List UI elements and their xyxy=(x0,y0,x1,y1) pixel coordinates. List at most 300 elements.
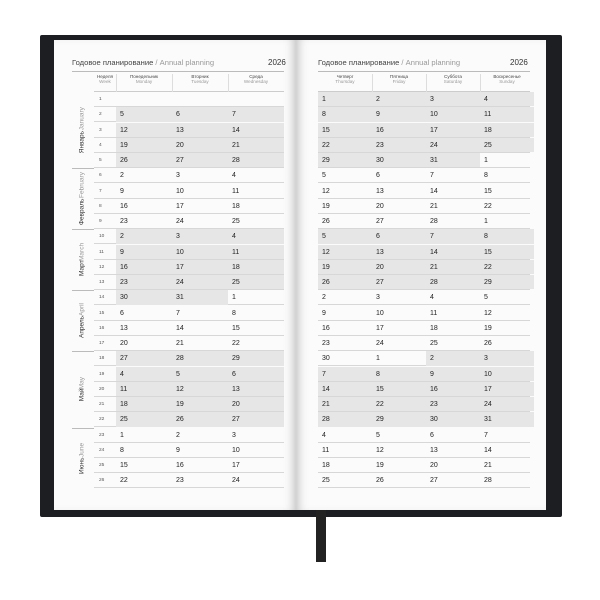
table-row xyxy=(318,443,530,458)
month-en: June xyxy=(78,442,86,457)
week-number: 19 xyxy=(99,371,105,377)
date-cell: 31 xyxy=(484,416,492,424)
date-cell: 8 xyxy=(322,111,326,119)
month-ru: Апрель xyxy=(78,316,86,339)
column-header xyxy=(228,74,284,85)
right-page xyxy=(296,40,546,510)
month-ru: Июнь xyxy=(78,456,86,474)
date-cell: 30 xyxy=(430,416,438,424)
date-cell: 28 xyxy=(430,279,438,286)
date-cell: 2 xyxy=(322,294,326,302)
date-cell: 4 xyxy=(232,233,236,241)
date-cell: 6 xyxy=(120,309,124,317)
date-cell: 17 xyxy=(376,324,384,332)
date-cell: 27 xyxy=(232,416,240,424)
title-rule xyxy=(318,71,530,72)
date-cell: 11 xyxy=(232,248,240,256)
week-number: 16 xyxy=(99,325,105,331)
title-rule xyxy=(72,71,284,72)
date-cell: 11 xyxy=(484,111,492,119)
date-cell: 17 xyxy=(232,462,240,469)
shaded-cell xyxy=(172,107,228,121)
date-cell: 18 xyxy=(322,462,330,469)
date-cell: 22 xyxy=(376,401,384,408)
week-number: 4 xyxy=(99,142,102,148)
date-cell: 7 xyxy=(430,172,434,180)
shaded-cell xyxy=(372,92,426,106)
date-cell: 14 xyxy=(176,324,184,332)
week-number: 18 xyxy=(99,356,105,362)
column-header xyxy=(372,74,426,85)
date-cell: 28 xyxy=(484,477,492,485)
column-header xyxy=(172,74,228,85)
table-row xyxy=(94,92,284,107)
date-cell: 28 xyxy=(430,218,438,225)
date-cell: 24 xyxy=(176,279,184,286)
header-ru: Понедельник xyxy=(129,74,159,79)
page-title xyxy=(318,58,460,70)
page-title xyxy=(72,58,214,70)
date-cell: 26 xyxy=(176,416,184,424)
date-cell: 31 xyxy=(176,294,184,302)
shaded-cell xyxy=(426,229,480,243)
week-number: 5 xyxy=(99,158,102,163)
shaded-cell xyxy=(172,367,228,381)
date-cell: 9 xyxy=(376,111,380,119)
date-cell: 13 xyxy=(120,324,128,332)
column-header xyxy=(426,74,480,85)
date-cell: 19 xyxy=(322,202,330,210)
title-en: Annual planning xyxy=(405,58,461,67)
date-cell: 2 xyxy=(376,96,380,103)
date-cell: 15 xyxy=(232,324,240,332)
month-label xyxy=(72,168,92,229)
date-cell: 30 xyxy=(376,157,384,164)
date-cell: 1 xyxy=(120,431,124,439)
month-en: March xyxy=(78,242,86,261)
header-en: Friday xyxy=(392,79,406,85)
date-cell: 28 xyxy=(322,416,330,424)
week-number: 20 xyxy=(99,386,105,392)
date-cell: 29 xyxy=(484,279,492,286)
date-cell: 15 xyxy=(376,385,384,393)
date-cell: 23 xyxy=(430,401,438,408)
date-cell: 24 xyxy=(484,401,492,408)
column-header xyxy=(116,74,172,85)
date-cell: 1 xyxy=(484,157,488,164)
month-label xyxy=(72,351,92,427)
date-cell: 27 xyxy=(430,477,438,485)
date-cell: 27 xyxy=(120,355,128,363)
date-cell: 28 xyxy=(232,157,240,164)
month-divider xyxy=(72,428,94,429)
date-cell: 15 xyxy=(484,187,492,195)
date-cell: 12 xyxy=(376,446,384,454)
date-cell: 21 xyxy=(430,202,438,210)
week-number: 15 xyxy=(99,310,105,316)
date-cell: 2 xyxy=(120,233,124,241)
date-cell: 14 xyxy=(484,446,492,454)
date-cell: 27 xyxy=(176,157,184,164)
date-cell: 5 xyxy=(322,172,326,180)
week-number: 8 xyxy=(99,203,102,209)
date-cell: 5 xyxy=(120,111,124,119)
week-number: 21 xyxy=(99,402,105,407)
date-cell: 8 xyxy=(376,370,380,378)
date-cell: 10 xyxy=(484,370,492,378)
header-en: Thursday xyxy=(335,79,355,85)
date-cell: 22 xyxy=(232,340,240,347)
header-ru: Четверг xyxy=(336,74,354,79)
date-cell: 17 xyxy=(176,263,184,271)
date-cell: 7 xyxy=(430,233,434,241)
date-cell: 1 xyxy=(484,218,488,225)
date-cell: 1 xyxy=(376,355,380,363)
month-label xyxy=(72,428,92,489)
week-number: 24 xyxy=(99,447,105,453)
date-cell: 24 xyxy=(176,218,184,225)
date-cell: 20 xyxy=(176,141,184,149)
date-cell: 19 xyxy=(322,263,330,271)
date-cell: 22 xyxy=(484,202,492,210)
date-cell: 27 xyxy=(376,218,384,225)
month-ru: Март xyxy=(78,261,86,277)
left-page xyxy=(54,40,296,510)
shaded-cell xyxy=(480,92,534,106)
date-cell: 3 xyxy=(176,172,180,180)
date-cell: 1 xyxy=(322,96,326,103)
date-cell: 5 xyxy=(322,233,326,241)
date-cell: 17 xyxy=(430,126,438,134)
year-label: 2026 xyxy=(510,58,528,67)
date-cell: 15 xyxy=(322,126,330,134)
table-row xyxy=(318,458,530,473)
column-divider xyxy=(172,74,173,92)
date-cell: 25 xyxy=(484,141,492,149)
month-en: April xyxy=(78,303,86,317)
date-cell: 6 xyxy=(376,233,380,241)
shaded-cell xyxy=(426,92,480,106)
week-number: 10 xyxy=(99,234,105,240)
month-label xyxy=(72,229,92,290)
date-cell: 14 xyxy=(232,126,240,134)
date-cell: 14 xyxy=(322,385,330,393)
column-header xyxy=(94,74,116,85)
table-row xyxy=(318,214,530,229)
date-cell: 9 xyxy=(120,248,124,256)
shaded-cell xyxy=(116,229,172,243)
date-cell: 4 xyxy=(430,294,434,302)
date-cell: 11 xyxy=(430,309,438,317)
date-cell: 29 xyxy=(232,355,240,363)
date-cell: 5 xyxy=(484,294,488,302)
date-cell: 26 xyxy=(322,218,330,225)
date-cell: 3 xyxy=(232,431,236,439)
date-cell: 29 xyxy=(322,157,330,164)
date-cell: 22 xyxy=(484,263,492,271)
shaded-cell xyxy=(372,107,426,121)
table-row xyxy=(318,199,530,214)
date-cell: 23 xyxy=(322,340,330,347)
table-row xyxy=(318,321,530,336)
month-ru: Январь xyxy=(78,130,86,153)
month-label xyxy=(72,92,92,168)
week-number: 1 xyxy=(99,97,102,102)
shaded-cell xyxy=(426,351,480,365)
date-cell: 25 xyxy=(232,218,240,225)
header-en: Sunday xyxy=(499,79,515,85)
date-cell: 16 xyxy=(322,324,330,332)
date-cell: 21 xyxy=(176,340,184,347)
date-cell: 3 xyxy=(176,233,180,241)
date-cell: 17 xyxy=(176,202,184,210)
date-cell: 8 xyxy=(120,446,124,454)
date-cell: 19 xyxy=(484,324,492,332)
date-cell: 25 xyxy=(232,279,240,286)
shaded-cell xyxy=(372,229,426,243)
table-row xyxy=(318,306,530,321)
date-cell: 23 xyxy=(376,141,384,149)
month-divider xyxy=(72,290,94,291)
date-cell: 18 xyxy=(430,324,438,332)
week-number: 22 xyxy=(99,417,105,423)
date-cell: 7 xyxy=(484,431,488,439)
date-cell: 23 xyxy=(120,218,128,225)
date-cell: 10 xyxy=(376,309,384,317)
shaded-cell xyxy=(228,367,284,381)
date-cell: 2 xyxy=(430,355,434,363)
date-cell: 16 xyxy=(376,126,384,134)
shaded-cell xyxy=(172,229,228,243)
date-cell: 13 xyxy=(430,446,438,454)
date-cell: 5 xyxy=(376,431,380,439)
date-cell: 14 xyxy=(430,187,438,195)
shaded-cell xyxy=(480,351,534,365)
date-cell: 16 xyxy=(176,462,184,469)
week-number: 26 xyxy=(99,478,105,484)
date-cell: 22 xyxy=(120,477,128,485)
week-number: 12 xyxy=(99,264,105,270)
month-en: January xyxy=(78,107,86,131)
shaded-cell xyxy=(318,229,372,243)
date-cell: 21 xyxy=(322,401,330,408)
date-cell: 10 xyxy=(176,187,184,195)
date-cell: 12 xyxy=(120,126,128,134)
week-number: 25 xyxy=(99,463,105,468)
date-cell: 12 xyxy=(322,248,330,256)
header-ru: Пятница xyxy=(389,74,409,79)
date-cell: 13 xyxy=(176,126,184,134)
date-cell: 10 xyxy=(430,111,438,119)
header-en: Monday xyxy=(135,79,153,85)
shaded-cell xyxy=(318,92,372,106)
title-ru: Годовое планирование xyxy=(72,58,154,67)
date-cell: 26 xyxy=(322,279,330,286)
date-cell: 11 xyxy=(322,446,330,454)
date-cell: 23 xyxy=(176,477,184,485)
month-label xyxy=(72,290,92,351)
column-divider xyxy=(426,74,427,92)
header-ru: Воскресенье xyxy=(493,74,521,79)
week-number: 11 xyxy=(99,249,104,255)
date-cell: 7 xyxy=(176,309,180,317)
date-cell: 30 xyxy=(322,355,330,363)
date-cell: 18 xyxy=(484,126,492,134)
date-cell: 27 xyxy=(376,279,384,286)
table-row xyxy=(318,184,530,199)
header-en: Saturday xyxy=(443,79,463,85)
date-cell: 9 xyxy=(430,370,434,378)
shaded-cell xyxy=(116,367,172,381)
header-en: Wednesday xyxy=(243,79,269,85)
month-divider xyxy=(72,168,94,169)
title-en: Annual planning xyxy=(159,58,215,67)
date-cell: 20 xyxy=(376,202,384,210)
shaded-cell xyxy=(372,367,426,381)
header-ru: Среда xyxy=(249,74,263,79)
date-cell: 11 xyxy=(120,385,128,393)
date-cell: 12 xyxy=(484,309,492,317)
date-cell: 23 xyxy=(120,279,128,286)
date-cell: 13 xyxy=(376,187,384,195)
date-cell: 15 xyxy=(120,462,128,469)
date-cell: 16 xyxy=(120,263,128,271)
date-cell: 13 xyxy=(232,385,240,393)
date-cell: 6 xyxy=(376,172,380,180)
date-cell: 8 xyxy=(232,309,236,317)
date-cell: 10 xyxy=(232,446,240,454)
date-cell: 11 xyxy=(232,187,240,195)
date-cell: 19 xyxy=(376,462,384,469)
date-cell: 3 xyxy=(430,96,434,103)
date-cell: 2 xyxy=(120,172,124,180)
date-cell: 10 xyxy=(176,248,184,256)
date-cell: 29 xyxy=(376,416,384,424)
date-cell: 20 xyxy=(232,401,240,408)
shaded-cell xyxy=(228,107,284,121)
date-cell: 12 xyxy=(176,385,184,393)
date-cell: 26 xyxy=(120,157,128,164)
date-cell: 22 xyxy=(322,141,330,149)
week-number: 23 xyxy=(99,432,105,438)
date-cell: 15 xyxy=(484,248,492,256)
week-number: 13 xyxy=(99,280,105,285)
month-ru: Май xyxy=(78,389,86,402)
date-cell: 6 xyxy=(430,431,434,439)
month-ru: Февраль xyxy=(78,198,86,225)
table-row xyxy=(318,336,530,351)
year-label: 2026 xyxy=(268,58,286,67)
date-cell: 9 xyxy=(322,309,326,317)
table-row xyxy=(318,428,530,443)
shaded-cell xyxy=(480,229,534,243)
month-en: February xyxy=(78,172,86,199)
week-number: 17 xyxy=(99,341,105,346)
date-cell: 14 xyxy=(430,248,438,256)
date-cell: 24 xyxy=(430,141,438,149)
date-cell: 9 xyxy=(120,187,124,195)
header-ru: Суббота xyxy=(444,74,462,79)
title-ru: Годовое планирование xyxy=(318,58,400,67)
table-row xyxy=(318,168,530,183)
header-en: Tuesday xyxy=(191,79,209,85)
date-cell: 28 xyxy=(176,355,184,363)
date-cell: 31 xyxy=(430,157,438,164)
date-cell: 5 xyxy=(176,370,180,378)
title-separator: / xyxy=(399,58,406,67)
date-cell: 18 xyxy=(120,401,128,408)
column-divider xyxy=(116,74,117,92)
column-divider xyxy=(372,74,373,92)
date-cell: 17 xyxy=(484,385,492,393)
date-cell: 7 xyxy=(232,111,236,119)
date-cell: 4 xyxy=(232,172,236,180)
header-en: Week xyxy=(99,79,111,85)
title-separator: / xyxy=(153,58,160,67)
shaded-cell xyxy=(116,245,172,259)
header-ru: Вторник xyxy=(191,74,209,79)
week-number: 7 xyxy=(99,188,102,194)
date-cell: 25 xyxy=(120,416,128,424)
date-cell: 4 xyxy=(120,370,124,378)
date-cell: 4 xyxy=(484,96,488,103)
date-cell: 20 xyxy=(430,462,438,469)
date-cell: 18 xyxy=(232,202,240,210)
date-cell: 21 xyxy=(484,462,492,469)
shaded-cell xyxy=(116,107,172,121)
date-cell: 8 xyxy=(484,233,488,241)
date-cell: 19 xyxy=(120,141,128,149)
shaded-cell xyxy=(426,367,480,381)
column-header xyxy=(318,74,372,85)
date-cell: 18 xyxy=(232,263,240,271)
table-row xyxy=(318,473,530,488)
week-number: 3 xyxy=(99,127,102,133)
date-cell: 26 xyxy=(376,477,384,485)
date-cell: 13 xyxy=(376,248,384,256)
date-cell: 2 xyxy=(176,431,180,439)
table-row xyxy=(318,290,530,305)
date-cell: 9 xyxy=(176,446,180,454)
date-cell: 16 xyxy=(120,202,128,210)
date-cell: 4 xyxy=(322,431,326,439)
date-cell: 21 xyxy=(430,263,438,271)
shaded-cell xyxy=(228,229,284,243)
bookmark-ribbon xyxy=(316,510,326,562)
date-cell: 8 xyxy=(484,172,488,180)
week-number: 14 xyxy=(99,295,105,301)
date-cell: 30 xyxy=(120,294,128,302)
date-cell: 3 xyxy=(376,294,380,302)
date-cell: 25 xyxy=(430,340,438,347)
date-cell: 26 xyxy=(484,340,492,347)
shaded-cell xyxy=(318,367,372,381)
date-cell: 20 xyxy=(120,340,128,347)
date-cell: 6 xyxy=(176,111,180,119)
date-cell: 21 xyxy=(232,141,240,149)
week-number: 6 xyxy=(99,173,102,179)
date-cell: 12 xyxy=(322,187,330,195)
date-cell: 25 xyxy=(322,477,330,485)
shaded-cell xyxy=(318,107,372,121)
column-header xyxy=(480,74,534,85)
date-cell: 7 xyxy=(322,370,326,378)
column-divider xyxy=(228,74,229,92)
month-divider xyxy=(72,351,94,352)
date-cell: 3 xyxy=(484,355,488,363)
date-cell: 20 xyxy=(376,263,384,271)
month-divider xyxy=(72,229,94,230)
